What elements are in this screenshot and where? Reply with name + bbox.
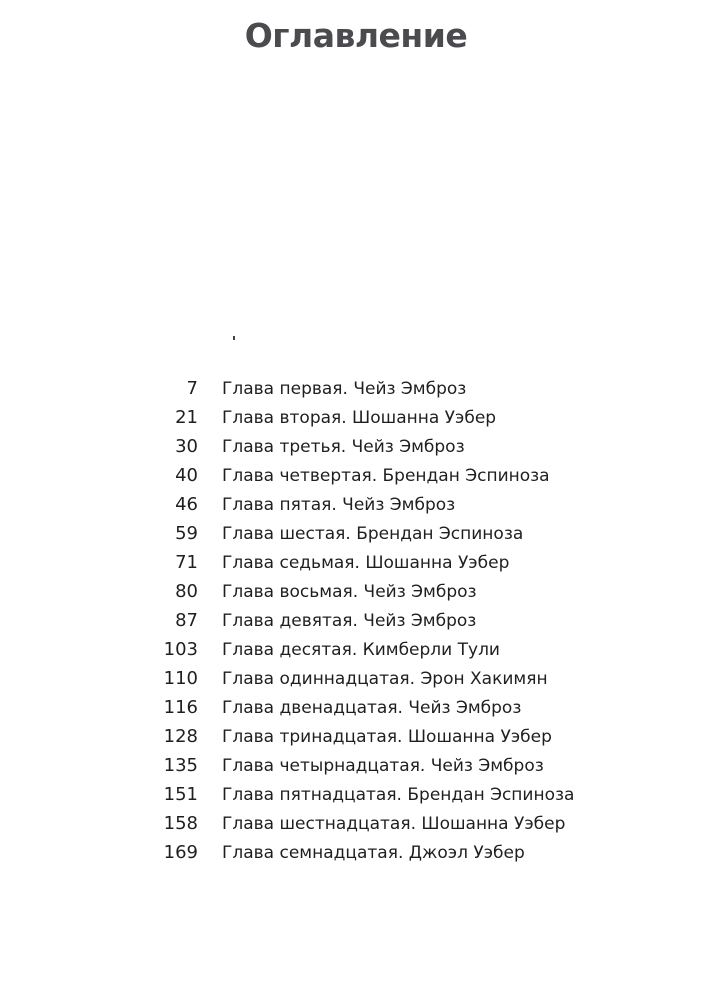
toc-page-number: 71 xyxy=(175,552,198,573)
toc-page-number: 169 xyxy=(163,842,198,863)
toc-chapter-title: Глава восьмая. Чейз Эмброз xyxy=(222,582,477,602)
toc-chapter-title: Глава девятая. Чейз Эмброз xyxy=(222,611,477,631)
toc-chapter-title: Глава вторая. Шошанна Уэбер xyxy=(222,408,497,428)
toc-chapter-title: Глава первая. Чейз Эмброз xyxy=(222,379,467,399)
toc-entry[interactable] xyxy=(150,374,650,403)
toc-chapter-title: Глава одиннадцатая. Эрон Хакимян xyxy=(222,669,548,689)
toc-entry[interactable] xyxy=(150,635,650,664)
toc-page-number: 128 xyxy=(163,726,198,747)
toc-page-number: 30 xyxy=(175,436,198,457)
toc-page-number: 80 xyxy=(175,581,198,602)
toc-entry[interactable] xyxy=(150,780,650,809)
toc-chapter-title: Глава пятая. Чейз Эмброз xyxy=(222,495,456,515)
toc-page-number: 40 xyxy=(175,465,198,486)
toc-entry[interactable] xyxy=(150,664,650,693)
toc-entry[interactable] xyxy=(150,403,650,432)
toc-chapter-title: Глава шестая. Брендан Эспиноза xyxy=(222,524,524,544)
toc-entry[interactable] xyxy=(150,838,650,867)
toc-entry[interactable] xyxy=(150,490,650,519)
toc-entry[interactable] xyxy=(150,751,650,780)
toc-chapter-title: Глава тринадцатая. Шошанна Уэбер xyxy=(222,727,552,747)
toc-page-number: 151 xyxy=(163,784,198,805)
toc-entry[interactable] xyxy=(150,548,650,577)
toc-chapter-title: Глава четвертая. Брендан Эспиноза xyxy=(222,466,550,486)
toc-page-number: 135 xyxy=(163,755,198,776)
toc-page-number: 7 xyxy=(186,378,198,399)
toc-entry[interactable] xyxy=(150,722,650,751)
toc-chapter-title: Глава двенадцатая. Чейз Эмброз xyxy=(222,698,522,718)
toc-chapter-title: Глава семнадцатая. Джоэл Уэбер xyxy=(222,843,525,863)
toc-entry[interactable] xyxy=(150,577,650,606)
toc-page-number: 110 xyxy=(163,668,198,689)
toc-entry[interactable] xyxy=(150,809,650,838)
toc-entry[interactable] xyxy=(150,461,650,490)
toc-entry[interactable] xyxy=(150,693,650,722)
print-mark xyxy=(233,336,235,340)
toc-page-number: 116 xyxy=(163,697,198,718)
toc-chapter-title: Глава седьмая. Шошанна Уэбер xyxy=(222,553,510,573)
toc-chapter-title: Глава шестнадцатая. Шошанна Уэбер xyxy=(222,814,566,834)
toc-page-number: 46 xyxy=(175,494,198,515)
toc-chapter-title: Глава десятая. Кимберли Тули xyxy=(222,640,500,660)
page-title: Оглавление xyxy=(244,16,468,55)
toc-entry[interactable] xyxy=(150,606,650,635)
toc-chapter-title: Глава четырнадцатая. Чейз Эмброз xyxy=(222,756,544,776)
toc-chapter-title: Глава третья. Чейз Эмброз xyxy=(222,437,465,457)
toc-chapter-title: Глава пятнадцатая. Брендан Эспиноза xyxy=(222,785,575,805)
toc-entry[interactable] xyxy=(150,432,650,461)
toc-page-number: 21 xyxy=(175,407,198,428)
toc-page-number: 59 xyxy=(175,523,198,544)
toc-page-number: 103 xyxy=(163,639,198,660)
table-of-contents xyxy=(150,374,650,867)
toc-page-number: 158 xyxy=(163,813,198,834)
toc-page-number: 87 xyxy=(175,610,198,631)
toc-entry[interactable] xyxy=(150,519,650,548)
